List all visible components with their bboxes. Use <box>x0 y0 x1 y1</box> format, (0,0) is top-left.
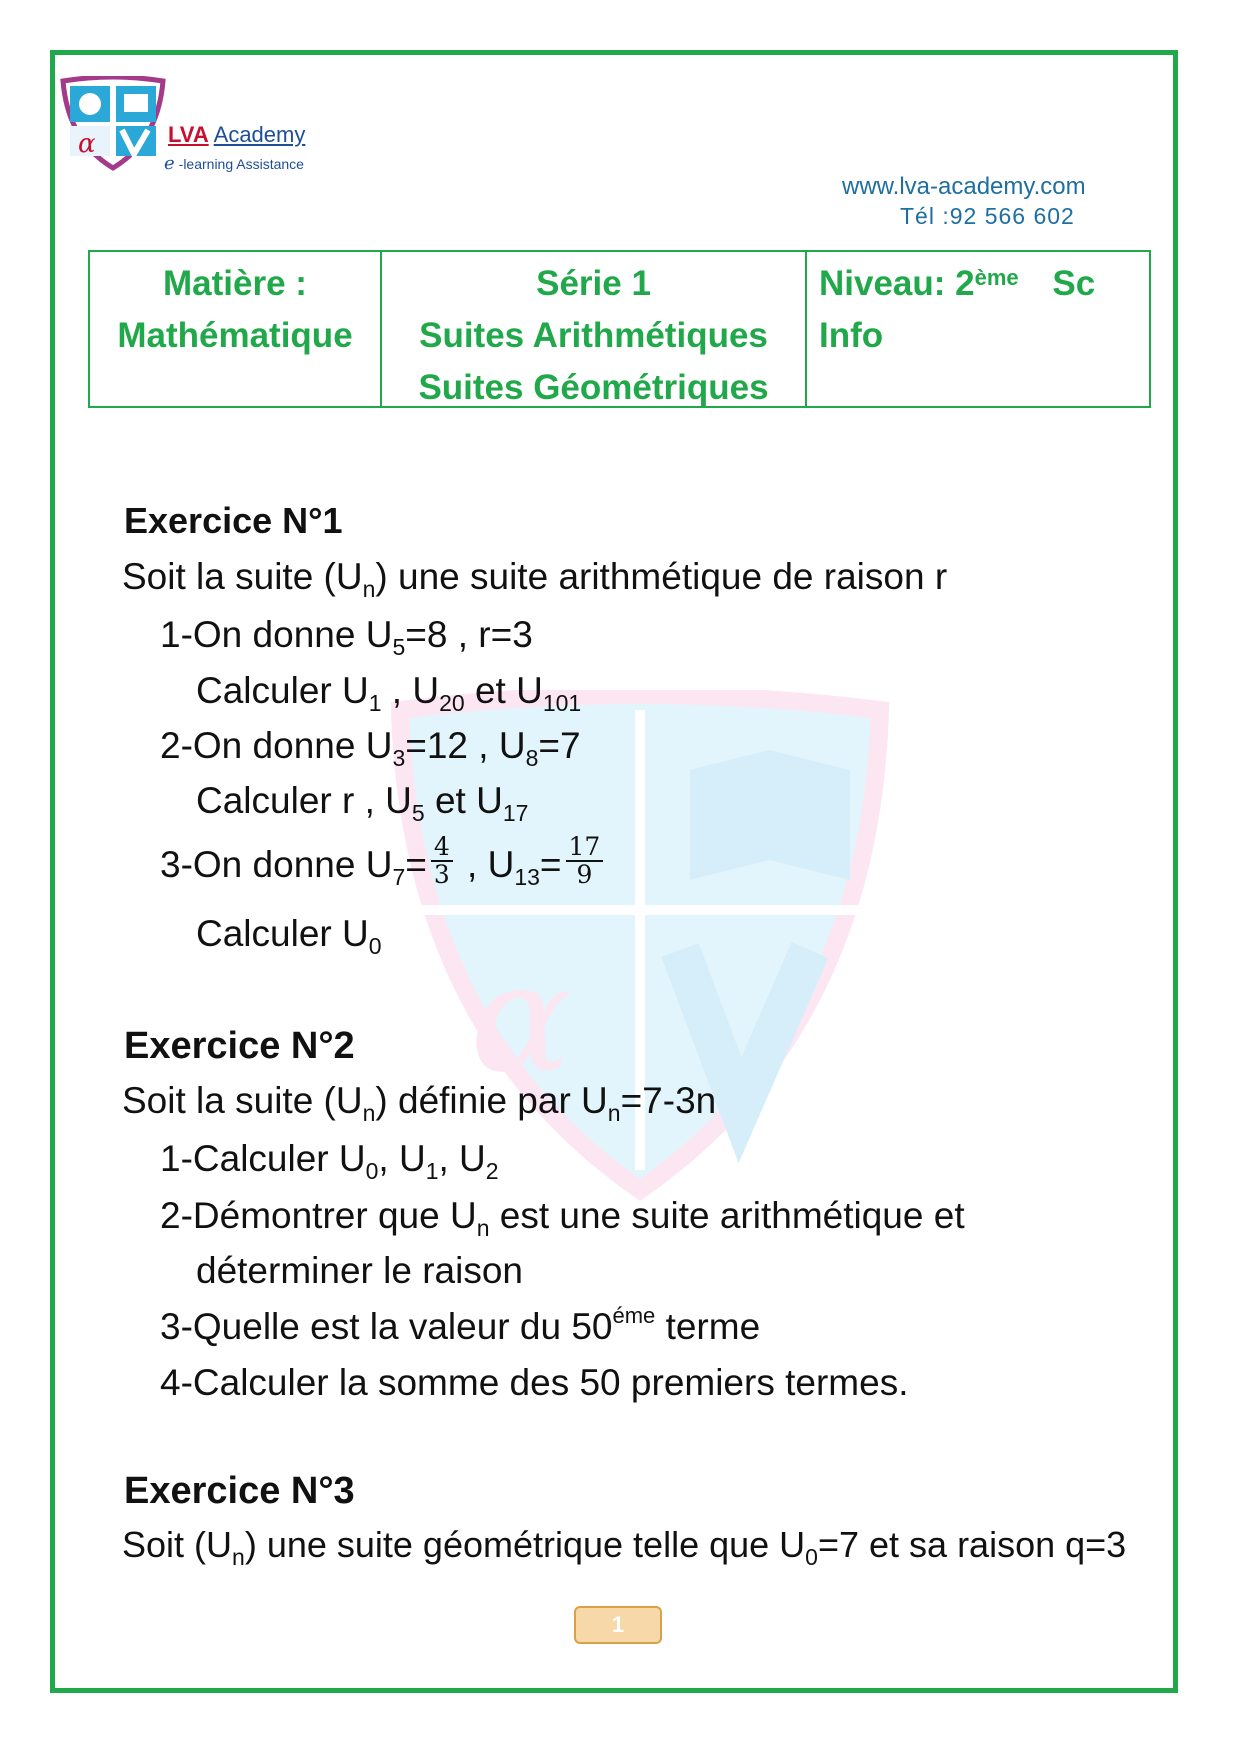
ex2-question-3 <box>160 1303 761 1348</box>
svg-text:α: α <box>78 129 96 159</box>
series-topic-2: Suites Géométriques <box>418 368 769 407</box>
watermark-shield-logo <box>380 690 900 1210</box>
ex1-question-2-calc <box>196 780 529 826</box>
ex2-q1-sub2: 1 <box>425 1158 439 1184</box>
fraction-17-9 <box>566 834 604 888</box>
level-sc: Sc <box>1052 264 1096 303</box>
ex1-q2c-sub1: 5 <box>411 800 425 826</box>
ex1-q1-b: =8 , r=3 <box>405 614 533 655</box>
ex1-q3-sub1: 7 <box>392 863 406 890</box>
level-label: Niveau: 2 <box>819 264 975 303</box>
level-info: Info <box>819 316 884 355</box>
ex2-q1-a: 1-Calculer U <box>160 1138 366 1179</box>
ex2-q3-sup: éme <box>612 1303 656 1328</box>
subject-label: Matière : <box>163 264 307 303</box>
ex2-q1-sub1: 0 <box>365 1158 379 1184</box>
ex1-q1c-sub3: 101 <box>542 690 582 716</box>
subject-cell <box>90 252 382 406</box>
ex1-q2c-sub2: 17 <box>502 800 529 826</box>
ex1-q2c-b: et U <box>424 780 503 821</box>
ex3-intro-sub: n <box>232 1544 245 1570</box>
ex2-question-4: 4-Calculer la somme des 50 premiers termes. <box>160 1362 909 1403</box>
exercise-3-title: Exercice N°3 <box>124 1470 355 1512</box>
ex3-intro <box>122 1524 1127 1570</box>
ex1-q3-sub2: 13 <box>514 863 540 890</box>
ex2-q3-b: terme <box>655 1306 761 1347</box>
ex1-q3-mid: , U <box>456 843 515 885</box>
ex3-intro-b: ) une suite géométrique telle que U <box>244 1524 806 1565</box>
website-link[interactable]: www.lva-academy.com <box>842 173 1086 200</box>
ex1-q3c-a: Calculer U <box>196 913 369 954</box>
level-cell <box>807 252 1149 406</box>
brand-lva: LVA <box>168 122 209 147</box>
ex1-q3-eq1: = <box>405 843 427 885</box>
ex1-q1c-a: Calculer U <box>196 670 369 711</box>
series-topic-1: Suites Arithmétiques <box>419 316 768 355</box>
fraction-4-3 <box>431 834 453 888</box>
ex1-q3c-sub: 0 <box>368 933 382 959</box>
series-title: Série 1 <box>536 264 651 303</box>
ex2-intro-sub: n <box>362 1100 376 1126</box>
ex2-q1-b: , U <box>378 1138 426 1179</box>
ex2-q2-a: 2-Démontrer que U <box>160 1195 477 1236</box>
ex1-question-3 <box>160 832 607 894</box>
ex2-question-2 <box>160 1195 965 1241</box>
ex2-question-1 <box>160 1138 499 1184</box>
ex1-question-3-calc <box>196 913 382 959</box>
ex3-intro-sub2: 0 <box>805 1544 818 1570</box>
ex1-q2-sub2: 8 <box>525 745 539 771</box>
level-line-1 <box>819 258 1149 310</box>
ex1-q2-c: =7 <box>538 725 581 766</box>
ex1-question-1 <box>160 614 533 660</box>
ex1-q2-sub1: 3 <box>392 745 406 771</box>
series-cell <box>382 252 807 406</box>
ex1-q1c-c: et U <box>464 670 543 711</box>
ex1-question-2 <box>160 725 581 771</box>
ex2-q1-sub3: 2 <box>485 1158 499 1184</box>
ex3-intro-a: Soit (U <box>122 1524 233 1565</box>
ex1-q1c-sub1: 1 <box>368 690 382 716</box>
brand-tagline <box>164 153 304 174</box>
exercise-1-title: Exercice N°1 <box>124 500 343 541</box>
level-superscript: ème <box>974 265 1019 290</box>
ex2-intro <box>122 1080 717 1126</box>
brand-academy: Academy <box>213 122 306 147</box>
ex1-q2-a: 2-On donne U <box>160 725 393 766</box>
ex1-q3-a: 3-On donne U <box>160 843 393 885</box>
lva-academy-logo-icon <box>58 76 168 171</box>
ex2-question-2-line-2: déterminer le raison <box>196 1250 523 1291</box>
fraction-denominator: 9 <box>576 860 593 889</box>
ex2-q2-sub: n <box>476 1215 490 1241</box>
ex2-intro-a: Soit la suite (U <box>122 1080 363 1121</box>
ex2-intro-b: ) définie par U <box>375 1080 608 1121</box>
ex1-q2c-a: Calculer r , U <box>196 780 412 821</box>
ex1-q1c-b: , U <box>381 670 440 711</box>
ex1-intro-sub: n <box>362 576 376 602</box>
ex2-intro-sub2: n <box>607 1100 621 1126</box>
fraction-denominator: 3 <box>433 860 450 889</box>
header-table <box>88 250 1151 408</box>
ex2-q1-c: , U <box>438 1138 486 1179</box>
ex2-q2-b: est une suite arithmétique et <box>489 1195 965 1236</box>
tagline-e: e <box>164 153 175 174</box>
tagline-text: -learning Assistance <box>178 156 304 172</box>
svg-text:α: α <box>470 932 572 1106</box>
ex1-q1-a: 1-On donne U <box>160 614 393 655</box>
ex3-intro-c: =7 et sa raison q=3 <box>817 1524 1127 1565</box>
fraction-numerator: 17 <box>566 834 604 862</box>
ex1-intro <box>122 556 948 602</box>
ex2-intro-c: =7-3n <box>620 1080 717 1121</box>
exercise-2-title: Exercice N°2 <box>124 1025 355 1067</box>
ex1-q1c-sub2: 20 <box>439 690 465 716</box>
fraction-numerator: 4 <box>431 834 453 862</box>
phone-number: Tél :92 566 602 <box>900 203 1075 229</box>
ex2-q3-a: 3-Quelle est la valeur du 50 <box>160 1306 613 1347</box>
ex1-q1-sub: 5 <box>392 634 406 660</box>
ex1-question-1-calc <box>196 670 582 716</box>
subject-value: Mathématique <box>117 316 353 355</box>
ex1-q3-eq2: = <box>539 843 562 885</box>
brand-name <box>168 122 305 148</box>
ex1-intro-text-b: ) une suite arithmétique de raison r <box>375 556 948 597</box>
ex1-q2-b: =12 , U <box>405 725 526 766</box>
page-number-badge: 1 <box>574 1606 662 1644</box>
ex1-intro-text-a: Soit la suite (U <box>122 556 363 597</box>
